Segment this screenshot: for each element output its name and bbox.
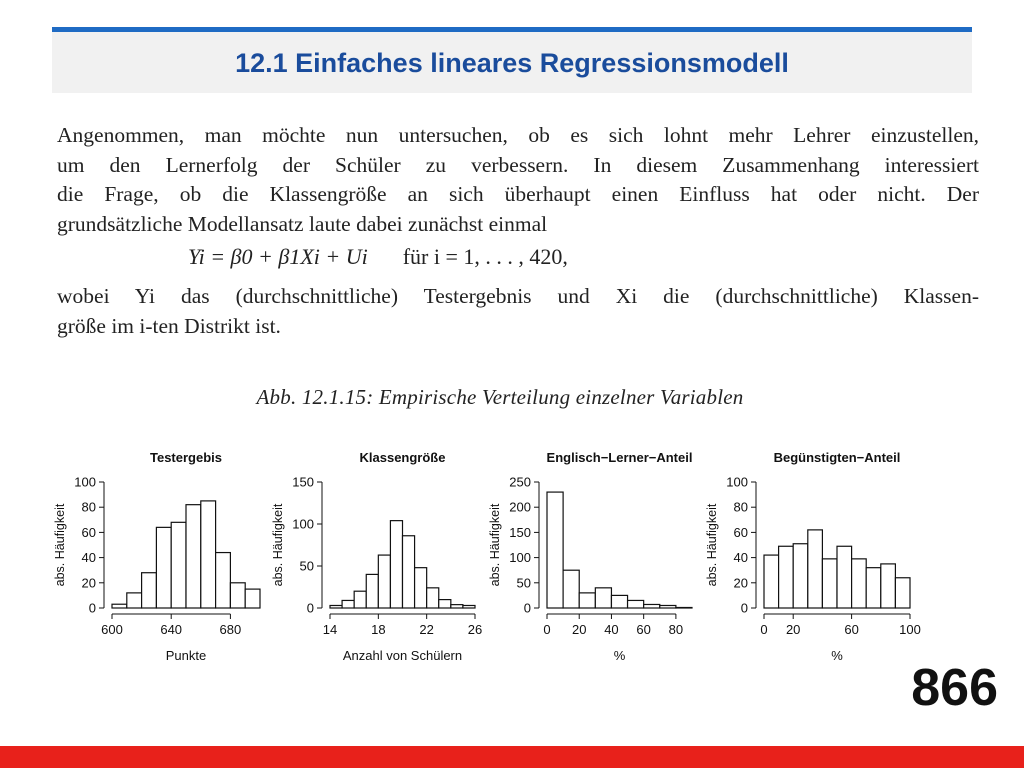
x-tick-label: 18 xyxy=(371,622,386,637)
y-tick-label: 200 xyxy=(509,499,531,515)
chart-title: Klassengröße xyxy=(359,450,446,465)
figure-caption: Abb. 12.1.15: Empirische Verteilung einzelner Variablen xyxy=(256,385,744,409)
page-number: 866 xyxy=(911,659,998,717)
histogram-bar xyxy=(230,583,245,608)
y-tick-label: 80 xyxy=(733,499,748,515)
histogram-bar xyxy=(644,604,660,608)
y-tick-label: 100 xyxy=(74,474,96,490)
x-axis-label: Anzahl von Schülern xyxy=(342,648,463,663)
x-tick-label: 14 xyxy=(322,622,338,637)
histogram-bar xyxy=(186,505,201,608)
x-axis-label: % xyxy=(831,648,843,663)
histogram-panel xyxy=(50,440,950,675)
histogram-bar xyxy=(676,607,692,608)
y-tick-label: 0 xyxy=(740,600,748,616)
title-bar xyxy=(52,27,972,93)
y-tick-label: 0 xyxy=(306,600,314,616)
x-tick-label: 20 xyxy=(571,622,587,637)
histogram-bar xyxy=(595,588,611,608)
x-tick-label: 0 xyxy=(543,622,551,637)
histogram-bar xyxy=(201,501,216,608)
histogram-bar xyxy=(563,570,579,608)
histogram-bar xyxy=(822,559,837,608)
x-tick-label: 600 xyxy=(101,622,123,637)
histogram-bar xyxy=(245,589,260,608)
x-tick-label: 80 xyxy=(668,622,684,637)
histogram-bar xyxy=(881,564,896,608)
chart-title: Englisch−Lerner−Anteil xyxy=(546,450,693,465)
histogram-bar xyxy=(779,546,794,608)
y-axis-label: abs. Häufigkeit xyxy=(53,503,67,587)
histogram-bar xyxy=(142,573,157,608)
intro-paragraph xyxy=(57,121,979,239)
y-tick-label: 80 xyxy=(81,499,96,515)
definition-paragraph xyxy=(57,282,979,341)
y-tick-label: 150 xyxy=(509,524,531,540)
y-tick-label: 100 xyxy=(726,474,748,490)
y-tick-label: 150 xyxy=(292,474,314,490)
x-tick-label: 0 xyxy=(760,622,768,637)
histogram-bar xyxy=(463,605,475,608)
histogram-bar xyxy=(451,605,463,608)
y-tick-label: 20 xyxy=(81,575,96,591)
y-tick-label: 60 xyxy=(733,524,748,540)
y-tick-label: 40 xyxy=(733,550,748,566)
histogram-bar xyxy=(895,578,910,608)
histogram-bar xyxy=(366,574,378,608)
histogram-bar xyxy=(216,553,231,608)
text-line: wobei Yi das (durchschnittliche) Testergebnis und Xi die (durchschnittliche) Klassen- xyxy=(57,284,979,308)
x-axis-label: Punkte xyxy=(165,648,207,663)
text-line: die Frage, ob die Klassengröße an sich überhaupt einen Einfluss hat oder nicht. Der xyxy=(57,182,979,206)
formula-rhs: für i = 1, . . . , 420, xyxy=(402,244,568,269)
slide-title: 12.1 Einfaches lineares Regressionsmodell xyxy=(235,48,789,78)
histogram-bar xyxy=(403,536,415,608)
histogram-bar xyxy=(112,604,127,608)
histogram-bar xyxy=(378,555,390,608)
histogram-bar xyxy=(764,555,779,608)
x-tick-label: 40 xyxy=(604,622,619,637)
y-tick-label: 20 xyxy=(733,575,748,591)
histogram-bar xyxy=(852,559,867,608)
histogram-bar xyxy=(415,568,427,608)
y-tick-label: 60 xyxy=(81,524,96,540)
y-tick-label: 40 xyxy=(81,550,96,566)
y-axis-label: abs. Häufigkeit xyxy=(705,503,719,587)
histogram-bar xyxy=(793,544,808,608)
histogram-bar xyxy=(354,591,366,608)
histogram-bar xyxy=(439,600,451,608)
histogram-bar xyxy=(547,492,563,608)
histogram-bar xyxy=(427,588,439,608)
histogram-bar xyxy=(127,593,142,608)
x-axis-label: % xyxy=(613,648,626,663)
histogram-bar xyxy=(579,593,595,608)
histogram-bar xyxy=(390,521,402,608)
histogram-bar xyxy=(171,522,186,608)
x-tick-label: 640 xyxy=(160,622,183,637)
text-line: um den Lernerfolg der Schüler zu verbessern. In diesem Zusammenhang interessiert xyxy=(57,152,979,177)
histogram-bar xyxy=(660,605,676,608)
histogram-bar xyxy=(330,605,342,608)
x-tick-label: 22 xyxy=(419,622,434,637)
histogram-bar xyxy=(342,600,354,608)
y-tick-label: 50 xyxy=(516,575,531,591)
x-tick-label: 680 xyxy=(219,622,242,637)
formula-lhs: Yi = β0 + β1Xi + Ui xyxy=(188,244,368,269)
y-axis-label: abs. Häufigkeit xyxy=(488,503,502,587)
histogram-bar xyxy=(837,546,852,608)
y-tick-label: 100 xyxy=(509,550,531,566)
histogram-bar xyxy=(628,600,644,608)
histogram-bar xyxy=(611,595,627,608)
histogram-bar xyxy=(808,530,823,608)
x-tick-label: 60 xyxy=(844,622,859,637)
x-tick-label: 26 xyxy=(467,622,483,637)
y-axis-label: abs. Häufigkeit xyxy=(271,503,285,587)
regression-formula xyxy=(188,244,568,270)
y-tick-label: 100 xyxy=(292,516,314,532)
y-tick-label: 0 xyxy=(88,600,96,616)
x-tick-label: 60 xyxy=(636,622,651,637)
x-tick-label: 20 xyxy=(785,622,801,637)
text-line: Angenommen, man möchte nun untersuchen, ob es sich lohnt mehr Lehrer einzustellen, xyxy=(57,123,979,147)
y-tick-label: 0 xyxy=(523,600,531,616)
chart-title: Begünstigten−Anteil xyxy=(773,450,901,465)
text-line: größe im i-ten Distrikt ist. xyxy=(57,313,281,338)
histogram-bar xyxy=(156,527,171,608)
y-tick-label: 50 xyxy=(299,558,314,574)
x-tick-label: 100 xyxy=(899,622,921,637)
text-line: grundsätzliche Modellansatz laute dabei zunächst einmal xyxy=(57,211,548,236)
footer-bar xyxy=(0,746,1024,768)
chart-title: Testergebis xyxy=(149,450,223,465)
y-tick-label: 250 xyxy=(509,474,531,490)
histogram-bar xyxy=(866,568,881,608)
